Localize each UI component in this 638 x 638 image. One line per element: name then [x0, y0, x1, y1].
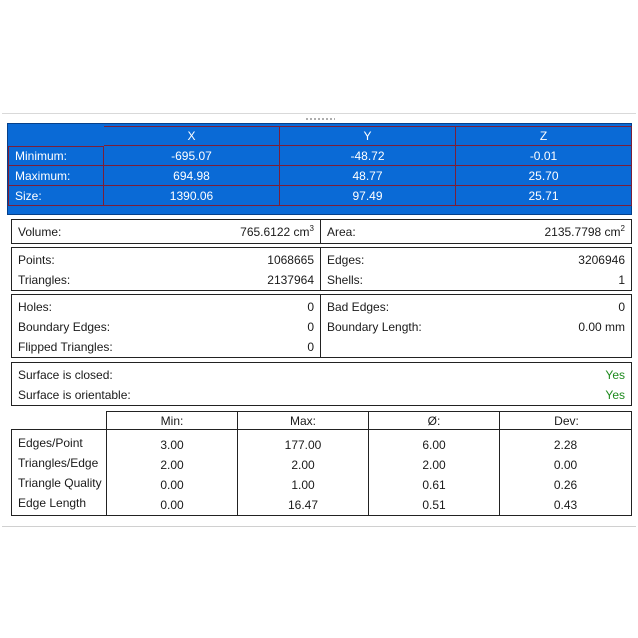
- edges-row: [321, 250, 631, 270]
- stats-avg-edge-length: 0.51: [422, 498, 446, 512]
- volume-section: [12, 220, 321, 243]
- boundary-edges-label: Boundary Edges:: [18, 320, 111, 334]
- bad-edges-label: Bad Edges:: [327, 300, 390, 314]
- stats-dev-edge-length: 0.43: [553, 498, 578, 512]
- boundary-length-row: [321, 317, 631, 337]
- stats-max-triangle-quality: 1.00: [291, 478, 315, 492]
- flipped-triangles-label: Flipped Triangles:: [18, 340, 113, 354]
- stats-header-max: Max:: [238, 412, 369, 429]
- points-row: [12, 250, 320, 270]
- boundary-edges-row: [12, 317, 320, 337]
- stats-avg-column: [369, 430, 500, 515]
- errors-right: [321, 295, 631, 357]
- stats-min-edges-point: 3.00: [160, 438, 184, 452]
- stats-avg-edges-point: 6.00: [422, 438, 446, 452]
- stats-header-avg: Ø:: [369, 412, 500, 429]
- volume-value: [240, 225, 314, 239]
- volume-label: Volume:: [18, 225, 62, 239]
- bbox-min-y: -48.72: [280, 146, 456, 166]
- bbox-header-y: Y: [280, 126, 456, 146]
- holes-value: 0: [307, 300, 314, 314]
- topology-left: [12, 248, 321, 290]
- bbox-header-z: Z: [456, 126, 632, 146]
- bbox-max-x: 694.98: [104, 166, 280, 186]
- bbox-label-maximum: Maximum:: [8, 166, 104, 186]
- errors-left: [12, 295, 321, 357]
- bbox-header-x: X: [104, 126, 280, 146]
- topology-right: [321, 248, 631, 290]
- volume-value-number: 765.6122 cm: [240, 225, 310, 239]
- area-value-number: 2135.7798 cm: [544, 225, 621, 239]
- shells-row: [321, 270, 631, 290]
- volume-unit-exponent: 3: [309, 224, 314, 233]
- topology-box: [11, 247, 632, 291]
- stats-label-triangle-quality: Triangle Quality: [18, 476, 102, 490]
- stats-dev-triangle-quality: 0.26: [553, 478, 578, 492]
- stats-label-edge-length: Edge Length: [18, 496, 87, 510]
- area-value: [544, 225, 625, 239]
- surface-closed-row: [12, 365, 631, 385]
- flipped-triangles-row: [12, 337, 320, 357]
- stats-label-edges-point: Edges/Point: [18, 436, 83, 450]
- statistics-body: [11, 429, 632, 516]
- stats-avg-triangle-quality: 0.61: [422, 478, 446, 492]
- bbox-label-minimum: Minimum:: [8, 146, 104, 166]
- holes-row: [12, 297, 320, 317]
- statistics-header-row: [106, 411, 632, 429]
- shells-value: 1: [618, 273, 625, 287]
- stats-label-column: [12, 430, 107, 515]
- area-label: Area:: [327, 225, 356, 239]
- bbox-size-z: 25.71: [456, 186, 632, 206]
- stats-min-triangles-edge: 2.00: [160, 458, 184, 472]
- flipped-triangles-value: 0: [307, 340, 314, 354]
- stats-min-edge-length: 0.00: [160, 498, 184, 512]
- stats-min-column: [107, 430, 238, 515]
- stats-max-edge-length: 16.47: [287, 498, 319, 512]
- stats-label-triangles-edge: Triangles/Edge: [18, 456, 99, 470]
- bbox-size-y: 97.49: [280, 186, 456, 206]
- resize-grip-icon[interactable]: [305, 117, 335, 121]
- stats-avg-triangles-edge: 2.00: [422, 458, 446, 472]
- bbox-label-size: Size:: [8, 186, 104, 206]
- holes-label: Holes:: [18, 300, 53, 314]
- volume-area-box: [11, 219, 632, 244]
- area-section: [321, 220, 631, 243]
- surface-orientable-row: [12, 385, 631, 405]
- area-unit-exponent: 2: [620, 224, 625, 233]
- stats-max-triangles-edge: 2.00: [291, 458, 315, 472]
- bbox-max-y: 48.77: [280, 166, 456, 186]
- triangles-label: Triangles:: [18, 273, 71, 287]
- points-label: Points:: [18, 253, 55, 267]
- stats-dev-triangles-edge: 0.00: [553, 458, 578, 472]
- edges-value: 3206946: [578, 253, 625, 267]
- stats-min-triangle-quality: 0.00: [160, 478, 184, 492]
- bbox-max-z: 25.70: [456, 166, 632, 186]
- triangles-value: 2137964: [267, 273, 314, 287]
- shells-label: Shells:: [327, 273, 364, 287]
- surface-orientable-value: Yes: [605, 388, 625, 402]
- bbox-size-x: 1390.06: [104, 186, 280, 206]
- volume-row: [12, 222, 320, 242]
- edges-label: Edges:: [327, 253, 365, 267]
- bad-edges-value: 0: [618, 300, 625, 314]
- bbox-corner: [8, 126, 104, 146]
- stats-header-dev: Dev:: [554, 413, 579, 428]
- stats-max-edges-point: 177.00: [284, 438, 322, 452]
- triangles-row: [12, 270, 320, 290]
- surface-box: [11, 362, 632, 406]
- surface-closed-value: Yes: [605, 368, 625, 382]
- surface-closed-label: Surface is closed:: [18, 368, 113, 382]
- points-value: 1068665: [267, 253, 314, 267]
- stats-header-min: Min:: [107, 412, 238, 429]
- stats-dev-column: [500, 430, 631, 515]
- statistics-table: [11, 411, 632, 517]
- bad-edges-row: [321, 297, 631, 317]
- stats-max-column: [238, 430, 369, 515]
- boundary-length-value: 0.00 mm: [578, 320, 625, 334]
- bbox-min-x: -695.07: [104, 146, 280, 166]
- area-row: [321, 222, 631, 242]
- stats-dev-edges-point: 2.28: [553, 438, 578, 452]
- mesh-info-panel: [2, 113, 636, 527]
- boundary-edges-value: 0: [307, 320, 314, 334]
- bbox-min-z: -0.01: [456, 146, 632, 166]
- surface-orientable-label: Surface is orientable:: [18, 388, 131, 402]
- bounding-box-table[interactable]: [7, 123, 632, 215]
- boundary-length-label: Boundary Length:: [327, 320, 422, 334]
- errors-box: [11, 294, 632, 358]
